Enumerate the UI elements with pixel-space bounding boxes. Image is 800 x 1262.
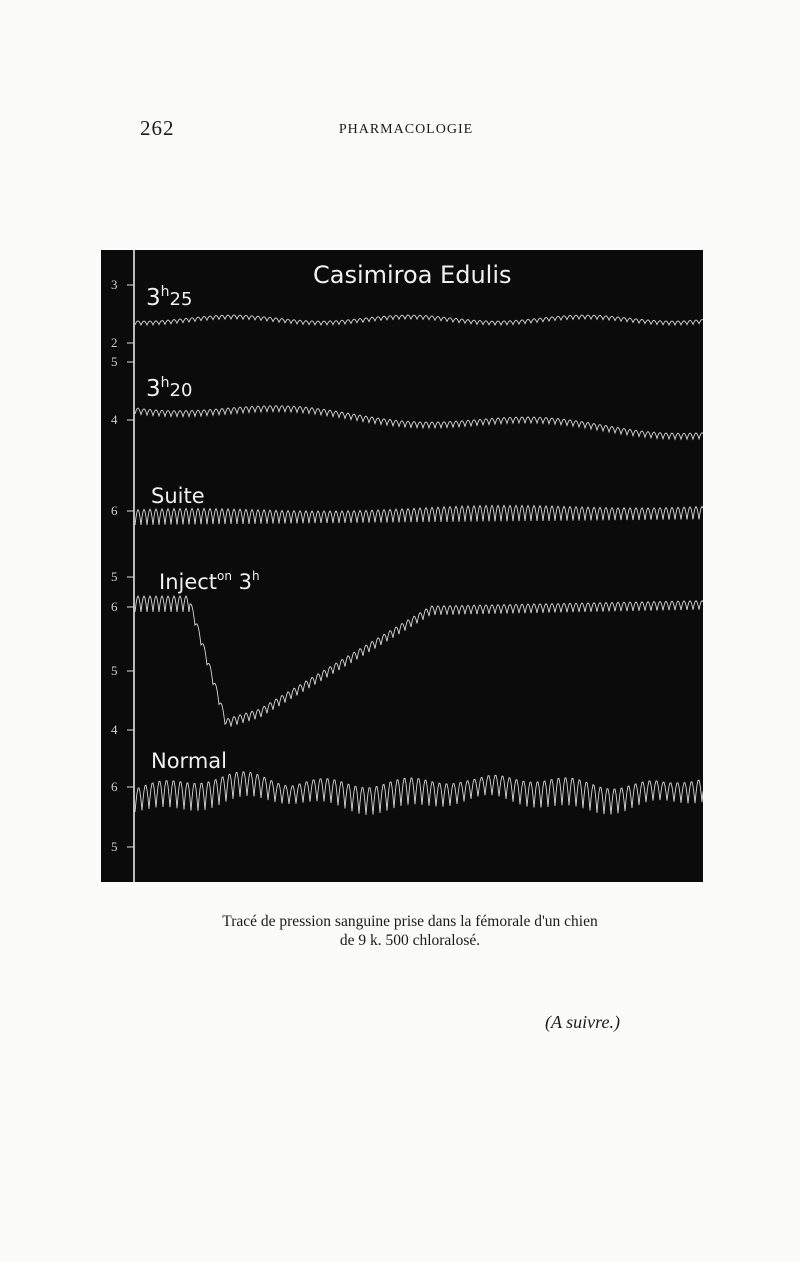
trace-3h20 bbox=[135, 406, 703, 440]
trace-label-injection: Inject$^{on}$ 3$^h$ bbox=[159, 569, 260, 594]
caption-line-1: Tracé de pression sanguine prise dans la fémorale d'un chien bbox=[222, 913, 598, 930]
scale-labels bbox=[111, 277, 118, 854]
scale-ticks bbox=[127, 285, 134, 847]
scale-label: 6 bbox=[111, 503, 118, 518]
trace-label-suite: Suite bbox=[151, 484, 205, 508]
scale-label: 5 bbox=[111, 839, 118, 854]
trace-label-3h25: $3^h_{25}$ bbox=[146, 284, 193, 311]
scale-label: 2 bbox=[111, 335, 118, 350]
tracing-svg bbox=[101, 250, 703, 882]
caption-line-2: de 9 k. 500 chloralosé. bbox=[339, 932, 481, 949]
scale-label: 3 bbox=[111, 277, 118, 292]
scale-label: 6 bbox=[111, 599, 118, 614]
scale-label: 4 bbox=[111, 722, 118, 737]
scale-label: 5 bbox=[111, 569, 118, 584]
page-number: 262 bbox=[140, 116, 175, 140]
trace-suite bbox=[135, 505, 703, 525]
scale-label: 5 bbox=[111, 354, 118, 369]
scale-label: 4 bbox=[111, 412, 118, 427]
figure-title: Casimiroa Edulis bbox=[313, 261, 512, 289]
trace-normal bbox=[135, 772, 703, 815]
trace-injection bbox=[135, 596, 703, 727]
trace-3h25 bbox=[135, 315, 703, 325]
figure-caption bbox=[130, 912, 690, 950]
running-title: PHARMACOLOGIE bbox=[338, 122, 474, 137]
scale-label: 5 bbox=[111, 663, 118, 678]
blood-pressure-tracing-figure bbox=[101, 250, 703, 882]
continuation-note: (A suivre.) bbox=[545, 1012, 620, 1032]
trace-label-3h20: $3^h_{20}$ bbox=[146, 375, 193, 402]
scale-label: 6 bbox=[111, 779, 118, 794]
trace-label-normal: Normal bbox=[151, 749, 227, 773]
